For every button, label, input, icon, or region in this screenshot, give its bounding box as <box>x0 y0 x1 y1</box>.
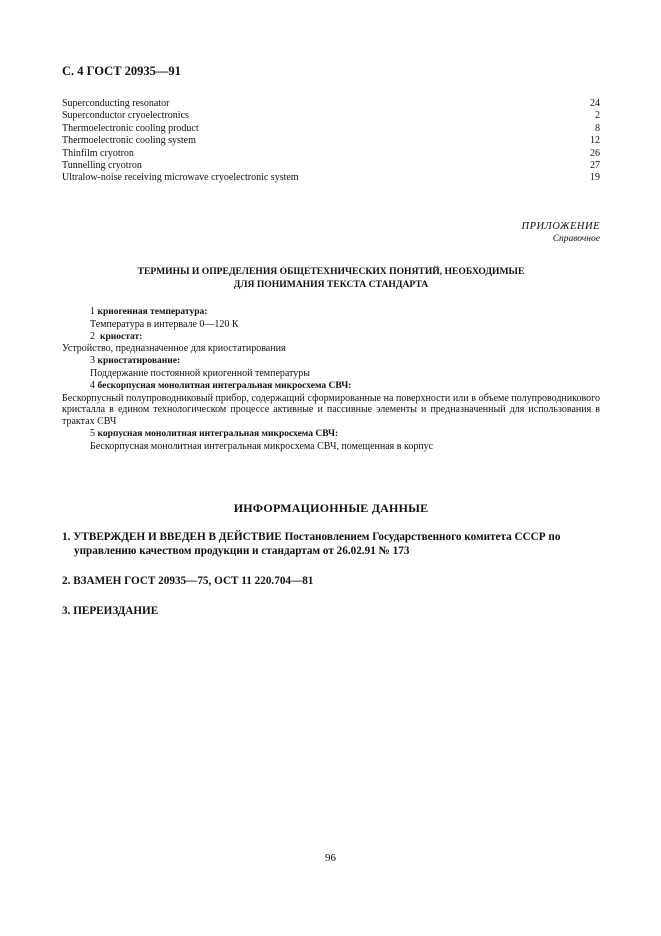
term-definition: Устройство, предназначенное для криостатирования <box>62 343 286 355</box>
info-item-text: управлению качеством продукции и стандартам от 26.02.91 № 173 <box>74 545 410 557</box>
page-number: 96 <box>325 852 336 864</box>
term-definition: Поддержание постоянной криогенной температуры <box>90 367 311 379</box>
index-term: Thinfilm cryotron <box>62 147 134 159</box>
terms-list <box>62 306 600 453</box>
info-item <box>62 604 600 618</box>
term-heading <box>62 428 600 441</box>
index-row <box>62 148 600 160</box>
index-table <box>62 98 600 185</box>
info-item-number: 2. <box>62 575 71 587</box>
term-number: 5 <box>90 427 95 439</box>
index-page: 12 <box>590 135 600 147</box>
index-row <box>62 98 600 110</box>
index-page: 2 <box>595 110 600 122</box>
index-page: 26 <box>590 147 600 159</box>
section-title-line: ТЕРМИНЫ И ОПРЕДЕЛЕНИЯ ОБЩЕТЕХНИЧЕСКИХ ПОНЯТИЙ, НЕОБХОДИМЫЕ <box>137 266 525 277</box>
index-term: Thermoelectronic cooling system <box>62 135 196 147</box>
term-number: 1 <box>90 306 95 317</box>
term-heading <box>62 306 600 319</box>
info-list <box>62 530 600 618</box>
section-title <box>62 266 600 291</box>
index-row <box>62 160 600 172</box>
section-title-line: ДЛЯ ПОНИМАНИЯ ТЕКСТА СТАНДАРТА <box>233 278 429 290</box>
term-heading <box>62 380 600 393</box>
index-term: Thermoelectronic cooling product <box>62 122 199 134</box>
info-item-number: 3. <box>62 605 71 617</box>
info-item-number: 1. <box>62 531 71 543</box>
index-term: Superconductor cryoelectronics <box>62 110 189 122</box>
index-term: Tunnelling cryotron <box>62 160 142 172</box>
index-page: 24 <box>590 98 600 109</box>
index-row <box>62 172 600 184</box>
info-item <box>62 574 600 588</box>
term-definition: Температура в интервале 0—120 К <box>90 318 239 330</box>
term-number: 2 <box>90 330 95 342</box>
info-item <box>62 530 600 558</box>
index-row <box>62 135 600 147</box>
info-title: ИНФОРМАЦИОННЫЕ ДАННЫЕ <box>233 501 429 515</box>
index-page: 27 <box>590 160 600 172</box>
term-name: криогенная температура: <box>97 307 208 317</box>
info-item-text: УТВЕРЖДЕН И ВВЕДЕН В ДЕЙСТВИЕ Постановлением Государственного комитета СССР по <box>73 531 561 543</box>
term-name: бескорпусная монолитная интегральная микросхема СВЧ: <box>97 380 352 391</box>
term-definition: Бескорпусный полупроводниковый прибор, содержащий сформированные на поверхности или в объеме полупроводникового кристалла в едином технологическом процессе активные и пассивные элементы и предназначенный для использования в трактах СВЧ <box>62 392 600 428</box>
appendix-label <box>522 220 601 246</box>
appendix-subtitle: Справочное <box>552 234 600 244</box>
index-row <box>62 110 600 122</box>
appendix-title: ПРИЛОЖЕНИЕ <box>521 221 600 232</box>
index-term: Ultralow-noise receiving microwave cryoelectronic system <box>62 172 299 184</box>
info-item-text: ВЗАМЕН ГОСТ 20935—75, ОСТ 11 220.704—81 <box>73 575 314 587</box>
term-name: криостат: <box>100 331 143 342</box>
index-page: 8 <box>595 122 600 134</box>
index-row <box>62 123 600 135</box>
index-page: 19 <box>590 172 600 184</box>
term-definition: Бескорпусная монолитная интегральная микросхема СВЧ, помещенная в корпус <box>90 440 434 452</box>
page-header: С. 4 ГОСТ 20935—91 <box>62 64 181 78</box>
term-number: 4 <box>90 379 95 391</box>
term-name: криостатирование: <box>97 356 181 367</box>
index-term: Superconducting resonator <box>62 98 170 109</box>
info-item-text: ПЕРЕИЗДАНИЕ <box>73 605 159 617</box>
term-heading <box>62 355 600 368</box>
term-number: 3 <box>90 355 95 367</box>
term-name: корпусная монолитная интегральная микросхема СВЧ: <box>97 428 339 439</box>
term-heading <box>62 331 600 344</box>
